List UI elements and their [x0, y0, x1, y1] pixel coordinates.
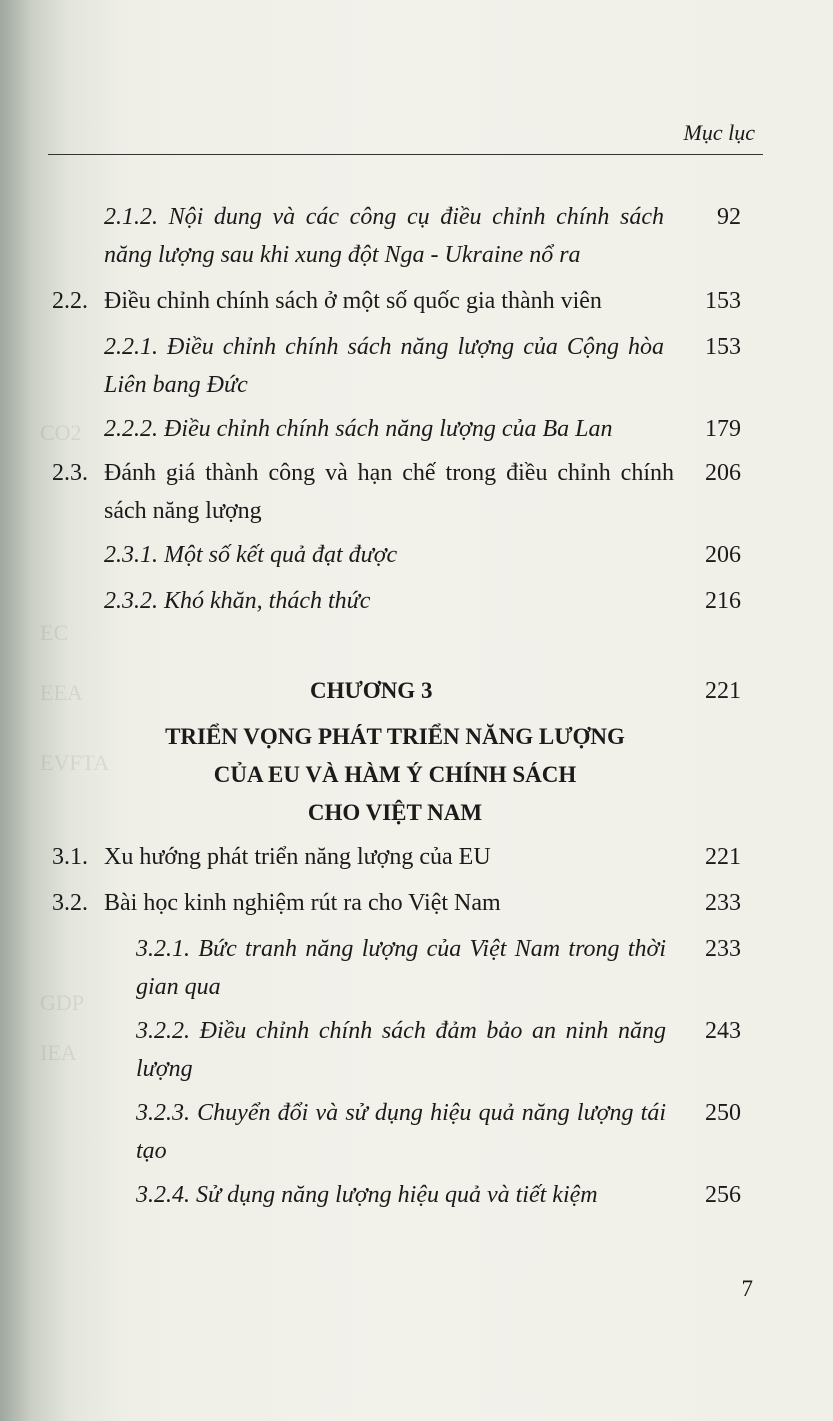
show-through: EEA — [40, 680, 83, 705]
toc-entry-page: 233 — [705, 936, 741, 962]
toc-entry-title: Xu hướng phát triển năng lượng của EU — [104, 844, 491, 870]
chapter-title-line: CHO VIỆT NAM — [307, 800, 483, 825]
show-through: IEA — [40, 1040, 77, 1065]
toc-entry-page: 153 — [705, 334, 741, 360]
toc-entry-title: 2.2.2. Điều chỉnh chính sách năng lượng của Ba Lan — [104, 416, 613, 442]
toc-entry-number: 2.3. — [52, 460, 88, 486]
toc-entry-number: 3.1. — [52, 844, 88, 870]
toc-entry-page: 216 — [705, 588, 741, 614]
toc-entry-page: 206 — [705, 460, 741, 486]
toc-entry-title: 2.1.2. Nội dung và các công cụ điều chỉnh chính sách năng lượng sau khi xung đột Nga - Ukraine nổ ra — [104, 204, 664, 268]
chapter-label: CHƯƠNG 3 — [310, 678, 433, 703]
toc-entry-page: 256 — [705, 1182, 741, 1208]
toc-entry-title: 2.2.1. Điều chỉnh chính sách năng lượng của Cộng hòa Liên bang Đức — [104, 334, 664, 398]
header-rule — [48, 154, 763, 155]
show-through: EVFTA — [40, 750, 110, 775]
running-header: Mục lục — [683, 120, 755, 145]
toc-entry-number: 3.2. — [52, 890, 88, 916]
toc-entry-page: 243 — [705, 1018, 741, 1044]
toc-entry-page: 179 — [705, 416, 741, 442]
toc-entry-title: Bài học kinh nghiệm rút ra cho Việt Nam — [104, 890, 501, 916]
toc-entry-title: 3.2.4. Sử dụng năng lượng hiệu quả và tiết kiệm — [136, 1182, 598, 1208]
toc-entry-page: 233 — [705, 890, 741, 916]
page-number: 7 — [741, 1276, 753, 1301]
chapter-page: 221 — [705, 678, 741, 704]
chapter-title-line: CỦA EU VÀ HÀM Ý CHÍNH SÁCH — [213, 762, 577, 787]
show-through: CO2 — [40, 420, 82, 445]
show-through: EC — [40, 620, 69, 645]
toc-entry-page: 221 — [705, 844, 741, 870]
toc-entry-number: 2.2. — [52, 288, 88, 314]
toc-entry-title: 3.2.1. Bức tranh năng lượng của Việt Nam trong thời gian qua — [136, 936, 666, 1000]
chapter-title-line: TRIỂN VỌNG PHÁT TRIỂN NĂNG LƯỢNG — [165, 724, 625, 749]
toc-entry-title: 2.3.2. Khó khăn, thách thức — [104, 588, 371, 614]
show-through: GDP — [40, 990, 85, 1015]
toc-entry-title: 3.2.3. Chuyển đổi và sử dụng hiệu quả năng lượng tái tạo — [136, 1100, 666, 1164]
toc-entry-page: 250 — [705, 1100, 741, 1126]
toc-entry-title: 2.3.1. Một số kết quả đạt được — [104, 542, 398, 568]
toc-entry-title: 3.2.2. Điều chỉnh chính sách đảm bảo an ninh năng lượng — [136, 1018, 666, 1082]
toc-entry-page: 206 — [705, 542, 741, 568]
toc-entry-title: Điều chỉnh chính sách ở một số quốc gia thành viên — [104, 288, 602, 314]
toc-entry-page: 153 — [705, 288, 741, 314]
toc-entry-page: 92 — [717, 204, 741, 230]
toc-entry-title: Đánh giá thành công và hạn chế trong điều chỉnh chính sách năng lượng — [104, 460, 674, 524]
